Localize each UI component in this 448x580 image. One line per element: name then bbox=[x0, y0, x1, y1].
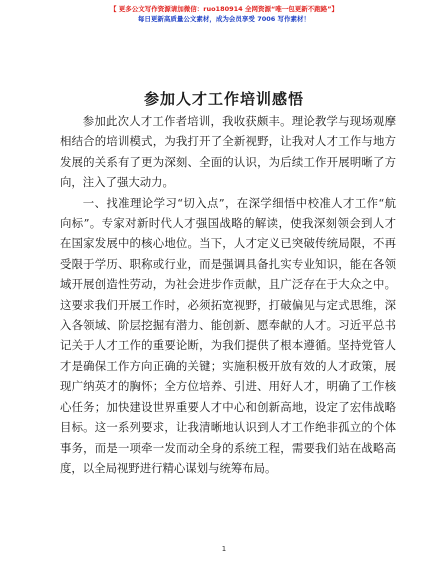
promo-banner-line-1: 【 更多公文写作资源请加微信：ruo180914 全网资源“唯一包更新不跑路”】 bbox=[109, 5, 339, 13]
promo-banner-line-2: 每日更新高质量公文素材，成为会员享受 7006 写作素材！ bbox=[137, 15, 311, 23]
document-title: 参加人才工作培训感悟 bbox=[143, 90, 304, 108]
document-body bbox=[60, 111, 396, 478]
paragraph-section-1: 一、找准理论学习“切入点”，在深学细悟中校准人才工作“航向标”。专家对新时代人才强国战略的解读，使我深刻领会到人才在国家发展中的核心地位。当下，人才定义已突破传统局限，不再受限于学历、职称或行业，而是强调具备扎实专业知识，能在各领域开展创造性劳动，为社会进步作贡献，且广泛存在于大众之中。这要求我们开展工作时，必须拓宽视野，打破偏见与定式思维，深入各领域、阶层挖掘有潜力、能创新、愿奉献的人才。习近平总书记关于人才工作的重要论断，为我们提供了根本遵循。坚持党管人才是确保工作方向正确的关键；实施积极开放有效的人才政策，展现广纳英才的胸怀；全方位培养、引进、用好人才，明确了工作核心任务；加快建设世界重要人才中心和创新高地，设定了宏伟战略目标。这一系列要求，让我清晰地认识到人才工作绝非孤立的个体事务，而是一项牵一发而动全身的系统工程，需要我们站在战略高度，以全局视野进行精心谋划与统筹布局。 bbox=[60, 195, 396, 475]
promo-banner bbox=[110, 4, 338, 24]
paragraph-intro: 参加此次人才工作者培训，我收获颇丰。理论教学与现场观摩相结合的培训模式，为我打开了全新视野，让我对人才工作与地方发展的关系有了更为深刻、全面的认识，为后续工作开展明晰了方向，注入了强大动力。 bbox=[60, 114, 396, 190]
page-number: 1 bbox=[221, 545, 227, 553]
